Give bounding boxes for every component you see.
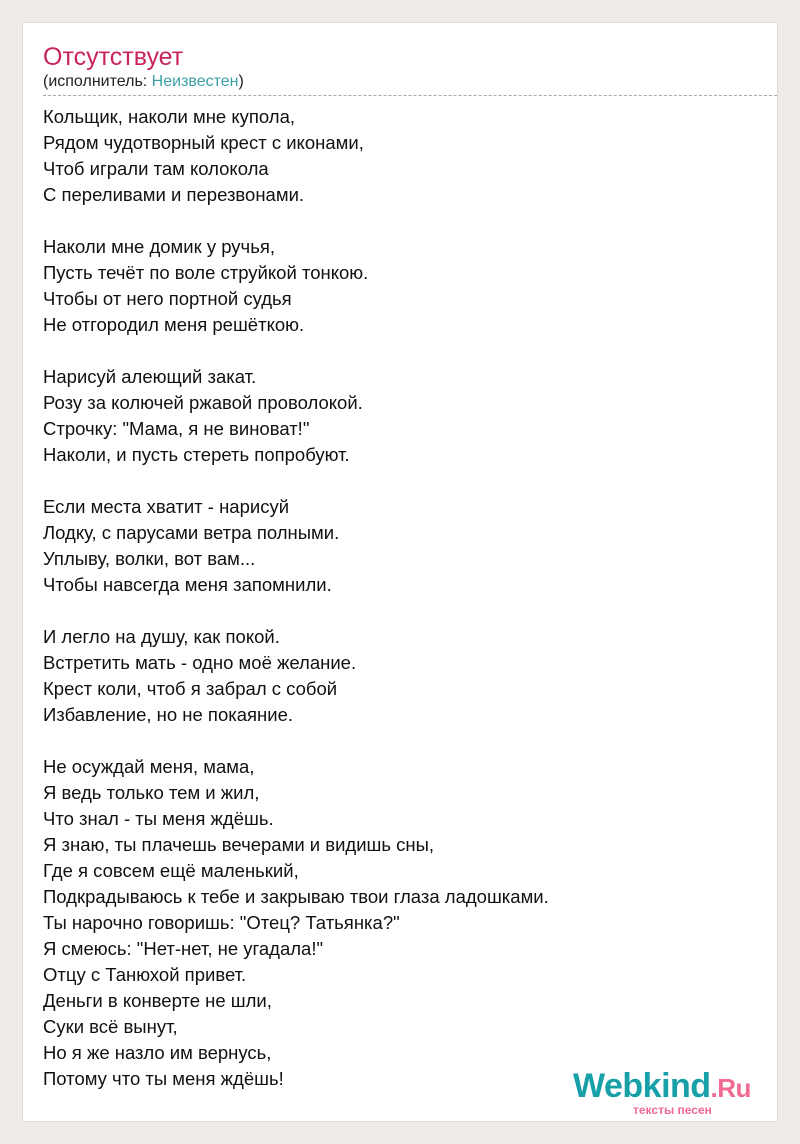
lyrics-text bbox=[43, 104, 549, 1092]
lyric-line: И легло на душу, как покой. bbox=[43, 626, 280, 647]
lyric-line: Строчку: "Мама, я не виноват!" bbox=[43, 418, 310, 439]
stanza-break bbox=[43, 338, 549, 364]
lyric-line: Потому что ты меня ждёшь! bbox=[43, 1068, 284, 1089]
lyric-line: Где я совсем ещё маленький, bbox=[43, 860, 299, 881]
artist-line bbox=[43, 73, 244, 91]
lyric-line: Розу за колючей ржавой проволокой. bbox=[43, 392, 363, 413]
lyrics-panel bbox=[22, 22, 778, 1122]
lyric-line: Уплыву, волки, вот вам... bbox=[43, 548, 256, 569]
lyric-line: Не отгородил меня решёткою. bbox=[43, 314, 305, 335]
lyric-line: Я смеюсь: "Нет-нет, не угадала!" bbox=[43, 938, 324, 959]
stanza-break bbox=[43, 598, 549, 624]
lyric-line: Если места хватит - нарисуй bbox=[43, 496, 290, 517]
lyric-line: Я знаю, ты плачешь вечерами и видишь сны, bbox=[43, 834, 435, 855]
lyric-line: Избавление, но не покаяние. bbox=[43, 704, 294, 725]
lyric-line: Наколи, и пусть стереть попробуют. bbox=[43, 444, 350, 465]
logo-tagline: тексты песен bbox=[633, 1103, 712, 1117]
lyric-line: Я ведь только тем и жил, bbox=[43, 782, 260, 803]
lyric-line: Но я же назло им вернусь, bbox=[43, 1042, 272, 1063]
stanza-break bbox=[43, 728, 549, 754]
artist-suffix: ) bbox=[238, 73, 244, 90]
lyric-line: Не осуждай меня, мама, bbox=[43, 756, 255, 777]
stanza-break bbox=[43, 468, 549, 494]
lyric-line: Кольщик, наколи мне купола, bbox=[43, 106, 296, 127]
artist-link[interactable]: Неизвестен bbox=[151, 73, 239, 90]
logo-name: Webkind.Ru bbox=[573, 1067, 751, 1105]
lyric-line: Чтобы от него портной судья bbox=[43, 288, 292, 309]
divider bbox=[43, 95, 777, 96]
song-title: Отсутствует bbox=[43, 43, 184, 71]
lyric-line: Рядом чудотворный крест с иконами, bbox=[43, 132, 364, 153]
stanza-break bbox=[43, 208, 549, 234]
lyric-line: Что знал - ты меня ждёшь. bbox=[43, 808, 274, 829]
lyric-line: Отцу с Танюхой привет. bbox=[43, 964, 247, 985]
lyric-line: Лодку, с парусами ветра полными. bbox=[43, 522, 340, 543]
lyric-line: Пусть течёт по воле струйкой тонкою. bbox=[43, 262, 369, 283]
lyric-line: Ты нарочно говоришь: "Отец? Татьянка?" bbox=[43, 912, 400, 933]
webkind-logo[interactable] bbox=[573, 1067, 773, 1117]
lyric-line: Деньги в конверте не шли, bbox=[43, 990, 272, 1011]
lyric-line: Нарисуй алеющий закат. bbox=[43, 366, 257, 387]
lyric-line: Чтоб играли там колокола bbox=[43, 158, 269, 179]
lyric-line: Встретить мать - одно моё желание. bbox=[43, 652, 357, 673]
lyric-line: Крест коли, чтоб я забрал с собой bbox=[43, 678, 338, 699]
lyric-line: С переливами и перезвонами. bbox=[43, 184, 305, 205]
lyric-line: Подкрадываюсь к тебе и закрываю твои глаза ладошками. bbox=[43, 886, 549, 907]
artist-prefix: (исполнитель: bbox=[43, 73, 152, 90]
lyric-line: Наколи мне домик у ручья, bbox=[43, 236, 275, 257]
lyric-line: Чтобы навсегда меня запомнили. bbox=[43, 574, 332, 595]
lyric-line: Суки всё вынут, bbox=[43, 1016, 178, 1037]
